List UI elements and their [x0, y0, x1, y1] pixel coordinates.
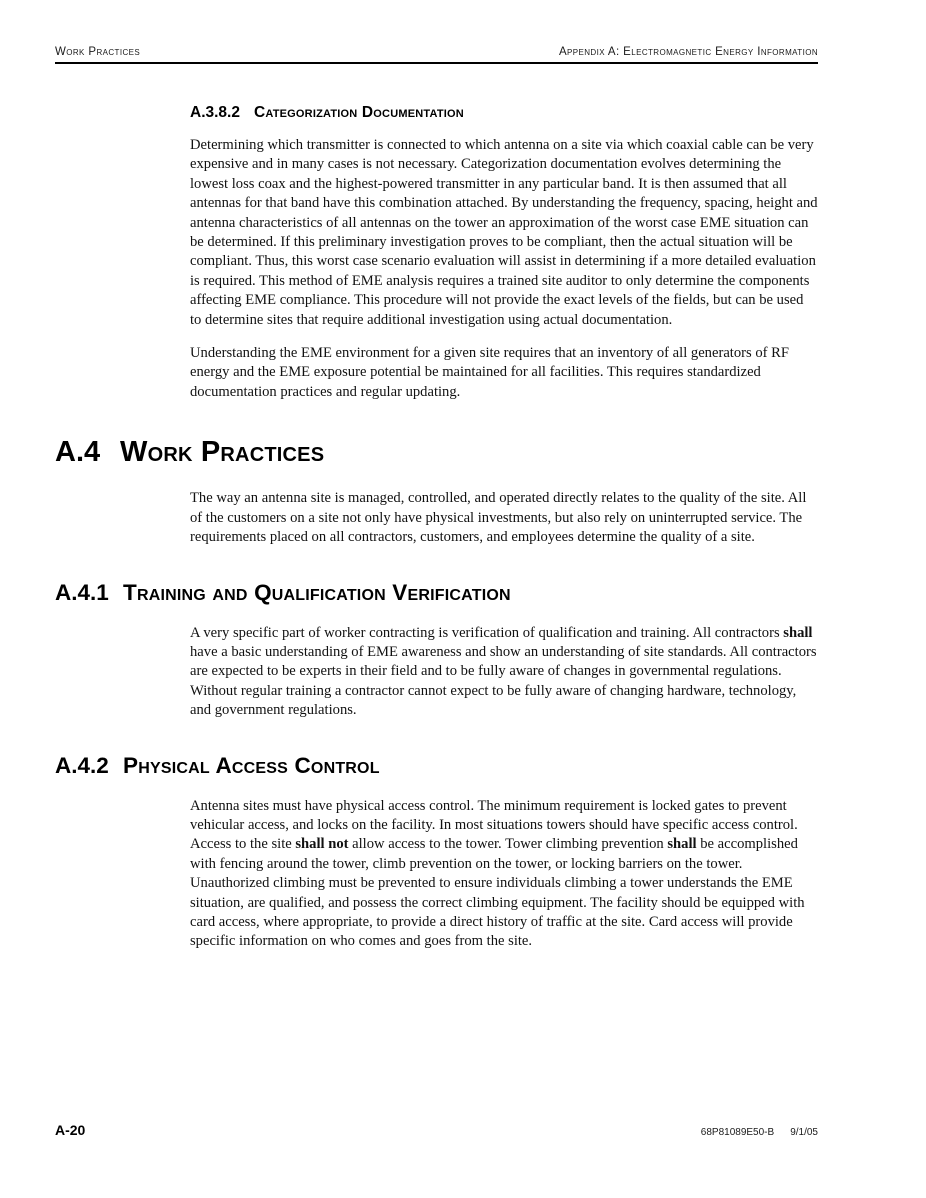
- section-heading-a41: [55, 580, 818, 606]
- paragraph: The way an antenna site is managed, controlled, and operated directly relates to the quality of the site. All of the customers on a site not only have physical investments, but also rely on uninterrupted service. The requirements placed on all contractors, customers, and employees determine the quality of a site.: [190, 490, 807, 546]
- section-number: A.4.1: [55, 579, 109, 605]
- footer-doc-code: 68P81089E50-B: [700, 1127, 775, 1138]
- header-left-title: Work Practices: [55, 46, 141, 58]
- paragraph: Antenna sites must have physical access control. The minimum requirement is locked gates to prevent vehicular access, and locks on the facility. In most situations towers should have specific access control. Access to the site shall not allow access to the tower. Tower climbing prevention shall be accomplished with fencing around the tower, climb prevention on the tower, or locking barriers on the tower. Unauthorized climbing must be prevented to ensure individuals climbing a tower understands the EME situation, are qualified, and possess the correct climbing equipment. The facility should be equipped with card access, where appropriate, to provide a direct history of traffic at the site. Card access will provide specific information on who comes and goes from the site.: [190, 797, 805, 950]
- section-number: A.4: [55, 436, 101, 469]
- paragraph: Determining which transmitter is connected to which antenna on a site via which coaxial cable can be very expensive and in many cases is not necessary. Categorization documentation evolves determining the lowest loss coax and the highest-powered transmitter in any particular band. It is then assumed that all antennas for that band have this combination attached. By understanding the frequency, spacing, height and antenna characteristics of all antennas on the tower an approximation of the worst case EME situation can be determined. If this preliminary investigation proves to be compliant, then the actual situation will be compliant. Thus, this worst case scenario evaluation will assist in determining if a more detailed evaluation is required. This method of EME analysis requires a trained site auditor to only determine the components affecting EME compliance. This procedure will not provide the exact levels of the fields, but can be used to determine sites that require additional investigation using actual documentation.: [190, 137, 818, 328]
- section-number: A.4.2: [55, 752, 109, 778]
- paragraph: Understanding the EME environment for a given site requires that an inventory of all generators of RF energy and the EME exposure potential be maintained for all facilities. This requires standardized documentation practices and regular updating.: [190, 345, 789, 400]
- footer-doc-date: 9/1/05: [790, 1127, 818, 1138]
- section-title: Physical Access Control: [123, 752, 380, 778]
- section-title: Work Practices: [120, 436, 325, 469]
- footer-page-number: A-20: [55, 1122, 86, 1138]
- header-right-title: Appendix A: Electromagnetic Energy Information: [558, 46, 818, 58]
- footer-document-id: [701, 1127, 818, 1138]
- page-header: [55, 46, 818, 58]
- section-heading-a42: [55, 753, 818, 779]
- section-heading-a382: [190, 104, 818, 122]
- paragraph: A very specific part of worker contracting is verification of qualification and training. All contractors shall have a basic understanding of EME awareness and show an understanding of site standards. All contractors are expected to be experts in their field and to be fully aware of changes in governmental regulations. Without regular training a contractor cannot expect to be fully aware of changing hardware, technology, and government regulations.: [190, 624, 817, 719]
- section-title: Training and Qualification Verification: [123, 579, 511, 605]
- document-content: [55, 100, 818, 966]
- section-number: A.3.8.2: [190, 104, 240, 121]
- section-title: Categorization Documentation: [253, 104, 464, 121]
- header-rule: [55, 62, 818, 64]
- section-heading-a4: [55, 436, 818, 469]
